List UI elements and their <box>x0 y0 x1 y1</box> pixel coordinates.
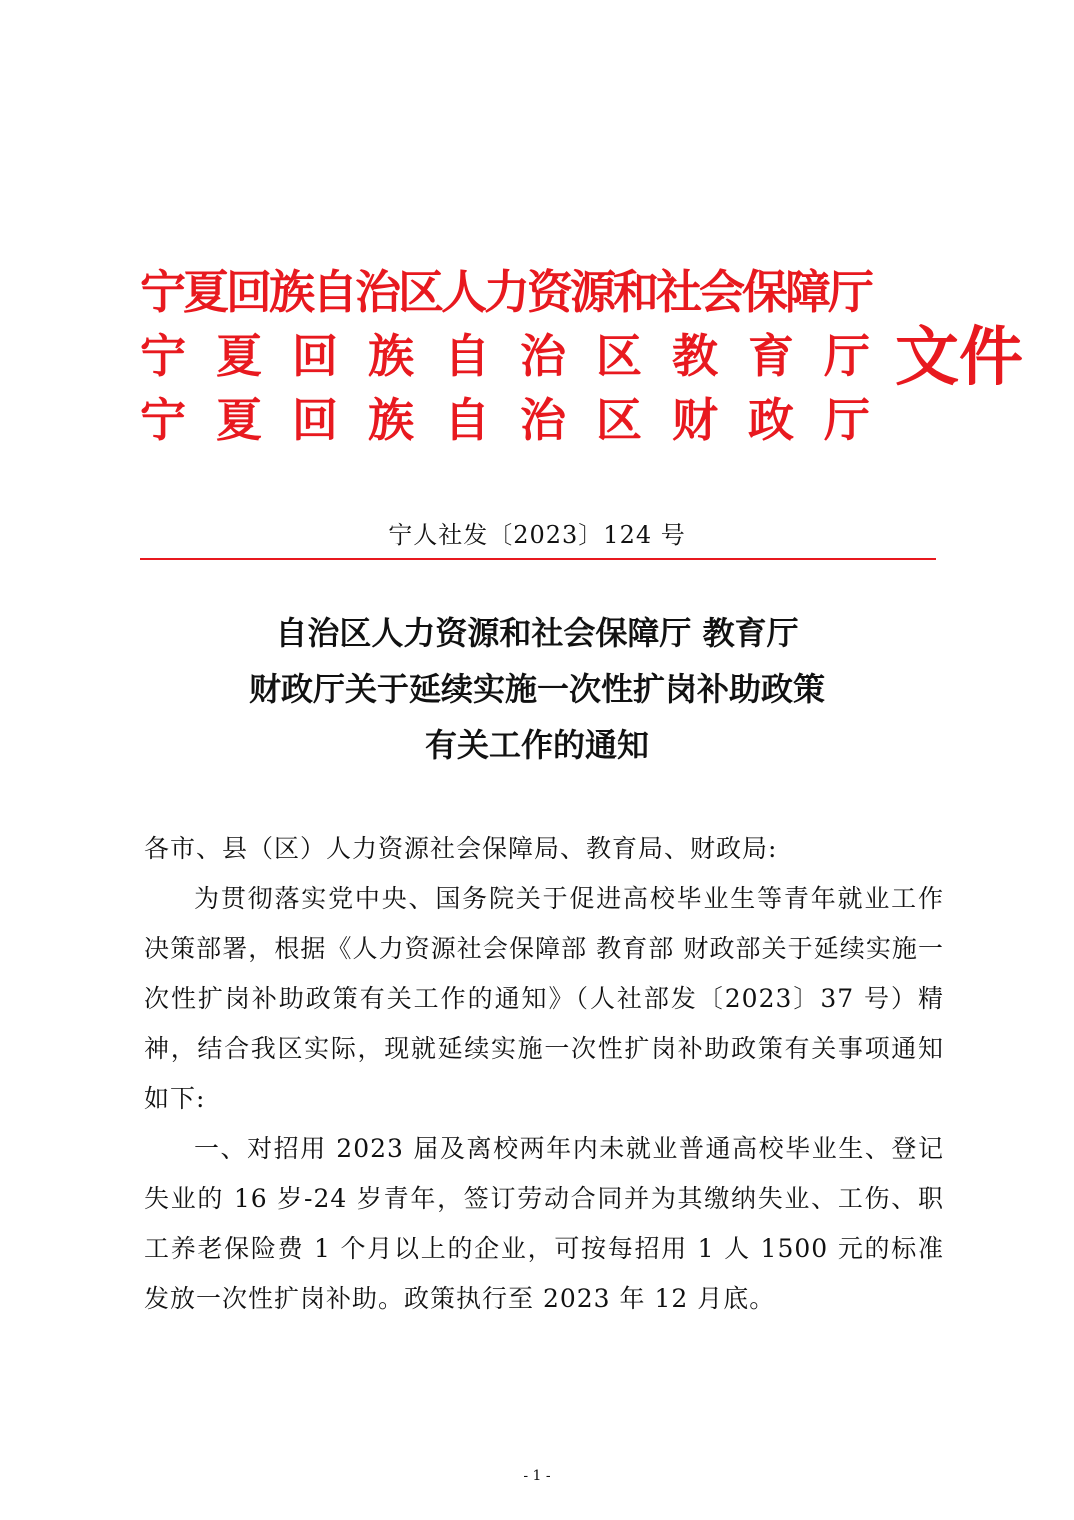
issuer-char: 区 <box>596 329 652 383</box>
title-line: 自治区人力资源和社会保障厅 教育厅 <box>275 614 799 652</box>
salutation: 各市、县（区）人力资源社会保障局、教育局、财政局: <box>144 834 778 863</box>
issuer-char: 育 <box>748 329 804 383</box>
issuer-char: 宁 <box>140 393 196 447</box>
issuer-char: 治 <box>520 393 576 447</box>
issuer-char: 自 <box>444 329 500 383</box>
issuer-char: 厅 <box>824 329 880 383</box>
issuer-hrss: 宁夏回族自治区人力资源和社会保障厅 <box>140 265 871 319</box>
issuer-char: 厅 <box>824 393 880 447</box>
issuer-char: 族 <box>368 329 424 383</box>
issuer-char: 自 <box>444 393 500 447</box>
issuer-char: 回 <box>292 329 348 383</box>
issuer-char: 族 <box>368 393 424 447</box>
body-paragraph-item-1: 一、对招用 2023 届及离校两年内未就业普通高校毕业生、登记失业的 16 岁-24 岁青年，签订劳动合同并为其缴纳失业、工伤、职工养老保险费 1 个月以上的企业，可按每招用 1 人 1500 元的标准发放一次性扩岗补助。政策执行至 2023 年 12 月底。 <box>144 1134 944 1313</box>
issuer-char: 政 <box>748 393 804 447</box>
issuer-char: 教 <box>672 329 728 383</box>
issuer-char: 回 <box>292 393 348 447</box>
issuer-char: 夏 <box>216 329 272 383</box>
red-divider-line <box>140 558 936 560</box>
body-paragraph-intro: 为贯彻落实党中央、国务院关于促进高校毕业生等青年就业工作决策部署，根据《人力资源社会保障部 教育部 财政部关于延续实施一次性扩岗补助政策有关工作的通知》（人社部发〔2023〕37 号）精神，结合我区实际，现就延续实施一次性扩岗补助政策有关事项通知如下: <box>144 884 944 1113</box>
issuer-char: 治 <box>520 329 576 383</box>
issuer-education <box>140 326 880 386</box>
title-line: 财政厅关于延续实施一次性扩岗补助政策 <box>248 670 825 708</box>
document-header <box>140 262 1040 462</box>
document-number: 宁人社发〔2023〕124 号 <box>388 521 686 549</box>
issuer-char: 宁 <box>140 329 196 383</box>
page-number: - 1 - <box>523 1468 551 1484</box>
document-title <box>0 605 1074 773</box>
issuer-finance <box>140 390 880 450</box>
title-line: 有关工作的通知 <box>424 726 649 764</box>
document-body <box>144 824 944 1324</box>
issuer-char: 财 <box>672 393 728 447</box>
file-word: 文件 <box>895 320 1023 395</box>
issuer-char: 夏 <box>216 393 272 447</box>
issuer-char: 区 <box>596 393 652 447</box>
